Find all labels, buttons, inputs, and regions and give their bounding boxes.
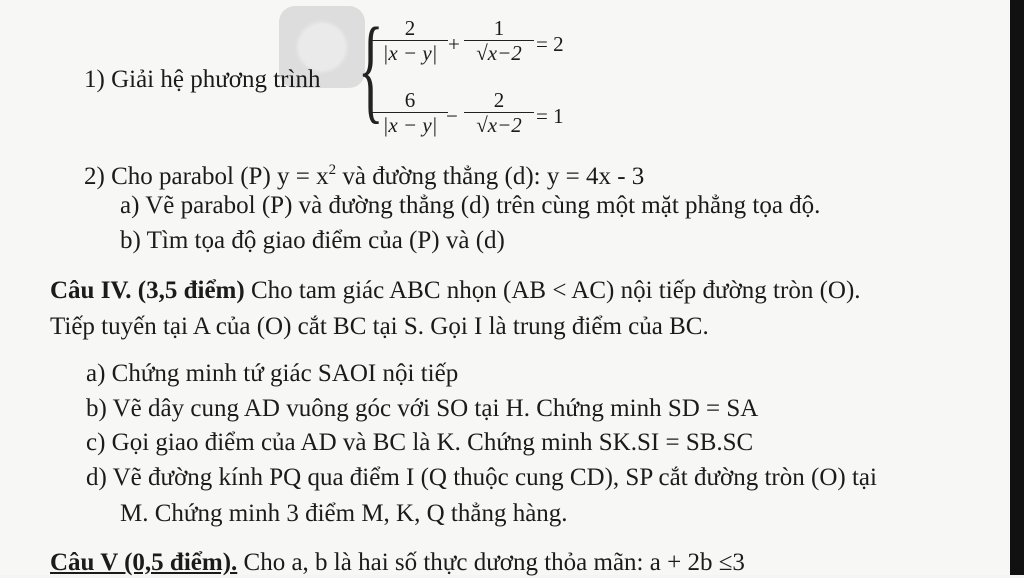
problem-2-label-exp: 2 — [328, 162, 337, 178]
cau-4a: a) Chứng minh tứ giác SAOI nội tiếp — [86, 360, 459, 387]
eq2-den1: |x − y| — [382, 113, 438, 137]
eq1-op: + — [448, 32, 460, 56]
eq2-rhs: = 1 — [536, 104, 564, 128]
cau-4-heading: Câu IV. (3,5 điểm) — [50, 277, 245, 304]
problem-2-label — [84, 155, 644, 192]
eq1-num2: 1 — [493, 16, 505, 40]
eq1-den1: |x − y| — [382, 41, 438, 65]
eq2-num1: 6 — [404, 88, 416, 112]
system-brace: { — [358, 3, 384, 134]
eq1-num1: 2 — [404, 16, 416, 40]
problem-2-label-pre: 2) Cho parabol (P) y = x — [84, 163, 329, 190]
problem-2b: b) Tìm tọa độ giao điểm của (P) và (d) — [120, 227, 505, 254]
eq2-frac1 — [372, 88, 448, 137]
eq1-frac1 — [372, 16, 448, 65]
cau-4-intro-rest: Cho tam giác ABC nhọn (AB < AC) nội tiếp đường tròn (O). — [244, 277, 861, 304]
problem-1-label: 1) Giải hệ phương trình — [84, 66, 321, 93]
cau-4-intro — [50, 276, 861, 306]
cau-5 — [50, 548, 745, 578]
cau-5-heading: Câu V (0,5 điểm). — [50, 549, 238, 576]
problem-2-label-post: và đường thẳng (d): y = 4x - 3 — [336, 163, 645, 190]
eq2-frac2 — [464, 88, 534, 137]
problem-2a: a) Vẽ parabol (P) và đường thẳng (d) trên cùng một mặt phẳng tọa độ. — [120, 192, 821, 219]
cau-4d-line1: d) Vẽ đường kính PQ qua điểm I (Q thuộc cung CD), SP cắt đường tròn (O) tại — [86, 464, 877, 491]
cau-4-intro-line2: Tiếp tuyến tại A của (O) cắt BC tại S. Gọi I là trung điểm của BC. — [50, 313, 709, 340]
eq2-den2: √x−2 — [476, 113, 522, 137]
cau-4b: b) Vẽ dây cung AD vuông góc với SO tại H. Chứng minh SD = SA — [86, 395, 759, 422]
cau-4d-line2: M. Chứng minh 3 điểm M, K, Q thẳng hàng. — [120, 500, 568, 527]
cau-5-rest: Cho a, b là hai số thực dương thỏa mãn: a + 2b ≤3 — [237, 549, 745, 576]
cau-4c: c) Gọi giao điểm của AD và BC là K. Chứng minh SK.SI = SB.SC — [86, 429, 754, 456]
eq1-frac2 — [464, 16, 534, 65]
right-edge-border — [1010, 0, 1024, 575]
circle-icon — [299, 24, 345, 70]
eq2-op: − — [446, 104, 458, 128]
eq2-num2: 2 — [493, 88, 505, 112]
eq1-den2: √x−2 — [476, 41, 522, 65]
eq1-rhs: = 2 — [536, 32, 564, 56]
